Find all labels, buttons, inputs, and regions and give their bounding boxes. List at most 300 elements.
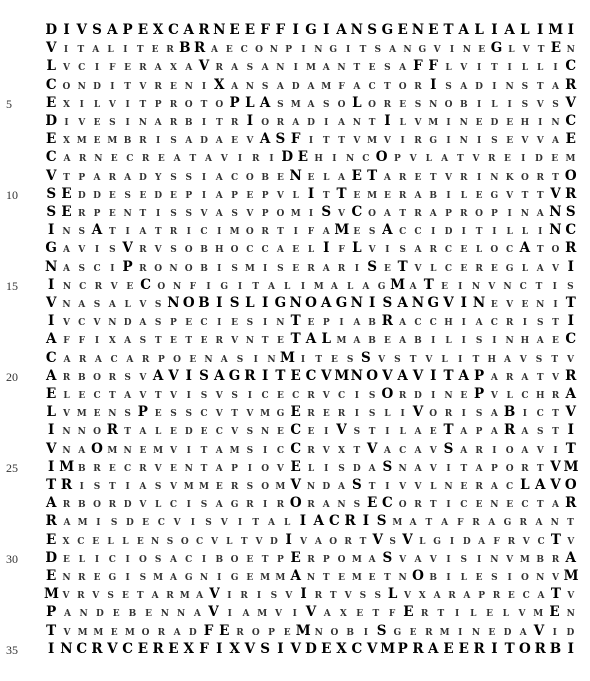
- grid-letter: I: [256, 591, 262, 602]
- grid-letter: V: [246, 209, 254, 219]
- grid-letter: T: [290, 331, 301, 348]
- grid-letter: O: [255, 45, 263, 56]
- grid-letter: R: [77, 591, 85, 602]
- grid-letter: A: [205, 154, 213, 165]
- grid-letter: B: [429, 573, 438, 583]
- grid-letter: S: [376, 622, 387, 639]
- grid-letter: S: [109, 245, 116, 256]
- grid-letter: I: [125, 554, 130, 565]
- grid-letter: A: [414, 245, 422, 256]
- grid-letter: R: [139, 263, 147, 274]
- grid-letter: E: [460, 245, 468, 256]
- grid-letter: D: [154, 190, 163, 201]
- grid-letter: M: [76, 136, 87, 147]
- grid-letter: A: [321, 295, 332, 311]
- grid-letter: E: [414, 172, 422, 183]
- grid-letter: C: [490, 318, 498, 329]
- grid-letter: S: [139, 573, 147, 583]
- grid-letter: I: [285, 531, 292, 548]
- grid-letter: A: [460, 81, 468, 92]
- grid-letter: C: [368, 81, 376, 92]
- grid-letter: H: [520, 118, 530, 128]
- grid-letter: I: [125, 573, 130, 583]
- grid-letter: R: [414, 81, 422, 92]
- grid-letter: C: [351, 204, 363, 220]
- grid-letter: I: [63, 22, 70, 38]
- grid-letter: C: [200, 227, 208, 238]
- grid-letter: D: [184, 427, 193, 438]
- grid-letter: T: [429, 500, 437, 511]
- grid-letter: B: [77, 500, 86, 511]
- grid-letter: I: [307, 185, 315, 202]
- grid-letter: R: [505, 372, 514, 383]
- grid-letter: A: [490, 409, 498, 420]
- grid-letter: A: [551, 136, 559, 147]
- grid-letter: L: [155, 427, 162, 438]
- grid-letter: E: [283, 627, 291, 638]
- grid-letter: T: [384, 81, 391, 92]
- grid-letter: A: [231, 63, 239, 74]
- grid-letter: T: [108, 391, 116, 401]
- grid-letter: S: [382, 458, 393, 475]
- grid-letter: X: [214, 76, 225, 93]
- grid-letter: V: [231, 336, 239, 347]
- grid-row: [44, 58, 578, 76]
- grid-letter: N: [503, 281, 512, 292]
- grid-letter: A: [231, 81, 239, 92]
- grid-letter: E: [290, 458, 301, 475]
- grid-row: [44, 259, 578, 277]
- grid-letter: N: [337, 63, 346, 74]
- grid-letter: C: [240, 45, 248, 56]
- grid-row: [44, 386, 578, 404]
- grid-letter: V: [536, 99, 544, 110]
- grid-letter: T: [552, 318, 559, 329]
- grid-letter: S: [382, 549, 393, 566]
- grid-letter: D: [123, 500, 132, 511]
- grid-letter: E: [63, 554, 70, 565]
- grid-letter: V: [353, 136, 361, 147]
- grid-letter: M: [275, 482, 286, 492]
- grid-letter: R: [565, 495, 577, 512]
- grid-row: [44, 550, 578, 568]
- grid-letter: V: [399, 482, 407, 492]
- grid-letter: I: [553, 63, 558, 74]
- grid-letter: C: [414, 318, 422, 329]
- grid-letter: R: [139, 136, 147, 147]
- grid-letter: R: [488, 154, 496, 165]
- grid-letter: R: [521, 463, 529, 474]
- grid-letter: P: [122, 22, 133, 38]
- grid-letter: V: [383, 136, 391, 147]
- grid-letter: E: [61, 204, 72, 220]
- grid-letter: E: [397, 22, 408, 38]
- grid-letter: S: [351, 477, 362, 493]
- grid-letter: V: [208, 604, 219, 621]
- grid-letter: R: [534, 640, 546, 657]
- grid-letter: M: [563, 568, 579, 584]
- grid-letter: O: [184, 99, 193, 110]
- grid-letter: C: [140, 276, 151, 293]
- grid-letter: T: [397, 258, 408, 275]
- grid-letter: R: [215, 63, 224, 74]
- grid-letter: G: [220, 281, 229, 292]
- grid-letter: C: [290, 440, 302, 457]
- grid-row: [44, 513, 578, 531]
- line-number: 25: [6, 460, 18, 475]
- grid-letter: T: [353, 63, 361, 74]
- grid-letter: E: [292, 245, 300, 256]
- grid-letter: F: [457, 518, 464, 529]
- grid-letter: N: [459, 118, 468, 128]
- grid-letter: I: [94, 63, 100, 74]
- grid-letter: D: [352, 463, 361, 474]
- grid-letter: A: [397, 295, 408, 311]
- grid-letter: V: [139, 372, 147, 383]
- grid-letter: T: [261, 336, 269, 347]
- grid-row: [44, 77, 578, 95]
- grid-letter: V: [139, 391, 147, 401]
- grid-letter: N: [429, 99, 438, 110]
- grid-letter: T: [384, 573, 391, 583]
- grid-letter: I: [263, 445, 268, 456]
- grid-letter: S: [185, 172, 192, 183]
- grid-letter: A: [478, 536, 486, 547]
- grid-letter: S: [389, 536, 396, 547]
- grid-letter: I: [216, 640, 223, 657]
- grid-letter: V: [231, 427, 239, 438]
- grid-letter: E: [276, 172, 284, 183]
- grid-letter: I: [201, 190, 207, 201]
- grid-letter: P: [154, 99, 162, 110]
- grid-letter: L: [387, 586, 398, 603]
- grid-letter: E: [490, 300, 498, 310]
- grid-letter: G: [429, 136, 438, 147]
- grid-letter: A: [196, 591, 204, 602]
- grid-letter: N: [459, 136, 468, 147]
- grid-letter: E: [409, 627, 417, 638]
- grid-letter: S: [205, 518, 212, 529]
- grid-letter: G: [184, 573, 193, 583]
- grid-letter: M: [548, 22, 564, 38]
- grid-letter: N: [150, 536, 160, 547]
- grid-letter: I: [48, 422, 55, 439]
- grid-letter: L: [460, 190, 467, 201]
- grid-letter: V: [246, 409, 254, 420]
- grid-letter: I: [263, 500, 268, 511]
- grid-letter: V: [521, 136, 529, 147]
- grid-letter: T: [108, 227, 116, 238]
- grid-letter: R: [236, 627, 244, 638]
- grid-letter: V: [154, 463, 162, 474]
- grid-letter: O: [444, 99, 453, 110]
- grid-letter: R: [507, 536, 516, 547]
- grid-letter: E: [46, 386, 57, 402]
- line-number: 10: [6, 187, 18, 202]
- grid-letter: N: [314, 627, 323, 638]
- grid-letter: S: [394, 354, 401, 365]
- grid-letter: S: [491, 136, 498, 147]
- grid-letter: A: [139, 482, 147, 492]
- grid-letter: V: [63, 627, 71, 638]
- grid-letter: O: [475, 209, 483, 219]
- grid-letter: B: [215, 554, 224, 565]
- grid-letter: T: [550, 586, 561, 603]
- grid-letter: L: [226, 536, 233, 547]
- grid-letter: A: [409, 518, 417, 529]
- grid-letter: D: [503, 627, 512, 638]
- grid-letter: M: [76, 409, 87, 420]
- grid-letter: E: [246, 573, 254, 583]
- grid-letter: M: [77, 627, 88, 638]
- grid-letter: E: [383, 190, 391, 201]
- grid-letter: R: [414, 209, 422, 219]
- grid-letter: O: [551, 245, 560, 256]
- grid-letter: A: [62, 245, 70, 256]
- grid-row: [44, 222, 578, 240]
- grid-letter: V: [255, 536, 263, 547]
- grid-letter: I: [324, 463, 329, 474]
- grid-letter: M: [244, 263, 255, 274]
- grid-letter: A: [108, 300, 116, 310]
- grid-letter: A: [399, 336, 407, 347]
- grid-letter: E: [338, 573, 345, 583]
- grid-letter: I: [354, 263, 359, 274]
- grid-letter: N: [490, 172, 499, 183]
- grid-letter: S: [154, 300, 162, 310]
- grid-letter: A: [551, 500, 559, 511]
- grid-letter: D: [322, 482, 331, 492]
- grid-letter: V: [429, 463, 437, 474]
- grid-letter: N: [289, 295, 302, 311]
- grid-letter: E: [486, 609, 493, 620]
- grid-letter: X: [183, 640, 194, 657]
- grid-letter: E: [189, 354, 197, 365]
- grid-letter: I: [460, 295, 467, 311]
- grid-letter: T: [46, 622, 57, 639]
- grid-letter: V: [76, 22, 87, 38]
- grid-letter: S: [78, 227, 85, 238]
- grid-letter: I: [507, 63, 512, 74]
- grid-letter: N: [444, 391, 453, 401]
- grid-letter: T: [136, 45, 144, 56]
- grid-letter: E: [307, 172, 315, 183]
- grid-letter: C: [169, 500, 178, 511]
- grid-letter: X: [108, 336, 116, 347]
- grid-letter: I: [492, 445, 497, 456]
- grid-letter: S: [321, 204, 332, 220]
- grid-row: [44, 568, 578, 586]
- grid-letter: C: [506, 245, 514, 256]
- grid-letter: N: [269, 45, 278, 56]
- grid-letter: M: [44, 586, 59, 603]
- grid-letter: E: [506, 500, 514, 511]
- grid-letter: V: [403, 591, 411, 602]
- grid-letter: N: [551, 118, 560, 128]
- grid-letter: X: [62, 99, 70, 110]
- grid-letter: A: [45, 367, 57, 384]
- grid-letter: E: [46, 568, 57, 584]
- grid-letter: R: [141, 154, 150, 165]
- grid-letter: E: [46, 131, 57, 148]
- grid-letter: N: [536, 300, 545, 310]
- grid-letter: A: [259, 94, 271, 111]
- grid-letter: C: [230, 172, 239, 183]
- grid-row: [44, 113, 578, 131]
- grid-letter: E: [61, 185, 72, 202]
- grid-letter: M: [260, 573, 271, 583]
- grid-letter: S: [110, 518, 118, 529]
- grid-letter: T: [368, 482, 376, 492]
- grid-letter: V: [550, 477, 561, 493]
- grid-letter: I: [368, 295, 376, 311]
- grid-letter: N: [60, 640, 73, 657]
- grid-letter: S: [199, 367, 209, 384]
- grid-letter: G: [418, 45, 427, 56]
- grid-letter: G: [305, 22, 317, 38]
- grid-letter: N: [536, 573, 545, 583]
- grid-letter: S: [475, 336, 483, 347]
- grid-letter: O: [375, 149, 388, 166]
- grid-letter: V: [139, 300, 147, 310]
- grid-letter: E: [215, 482, 223, 492]
- grid-letter: S: [124, 190, 131, 201]
- grid-letter: O: [337, 99, 346, 110]
- grid-letter: O: [184, 263, 193, 274]
- grid-letter: A: [139, 427, 147, 438]
- grid-letter: A: [433, 591, 441, 602]
- grid-letter: E: [307, 427, 315, 438]
- grid-letter: S: [46, 204, 57, 220]
- grid-letter: E: [124, 63, 132, 74]
- grid-letter: O: [261, 463, 270, 474]
- grid-letter: I: [446, 118, 451, 128]
- grid-letter: A: [63, 518, 71, 529]
- grid-letter: E: [276, 427, 284, 438]
- grid-letter: D: [281, 149, 294, 166]
- grid-letter: I: [354, 391, 359, 401]
- grid-letter: V: [551, 263, 559, 274]
- grid-letter: V: [220, 154, 228, 165]
- grid-letter: A: [323, 609, 331, 620]
- grid-letter: E: [368, 573, 376, 583]
- grid-letter: S: [246, 318, 254, 329]
- grid-letter: A: [183, 22, 194, 38]
- grid-letter: V: [173, 518, 181, 529]
- grid-letter: E: [139, 190, 147, 201]
- grid-letter: D: [307, 118, 315, 128]
- grid-letter: R: [78, 154, 87, 165]
- grid-letter: O: [520, 573, 529, 583]
- grid-letter: I: [491, 640, 498, 657]
- grid-letter: E: [353, 190, 361, 201]
- grid-row: [44, 422, 578, 440]
- grid-letter: A: [215, 463, 223, 474]
- grid-letter: F: [260, 22, 270, 38]
- grid-letter: V: [460, 63, 468, 74]
- grid-letter: N: [471, 627, 481, 638]
- grid-letter: B: [536, 554, 544, 565]
- grid-letter: A: [173, 154, 181, 165]
- grid-letter: A: [45, 331, 57, 348]
- grid-letter: V: [550, 185, 561, 202]
- grid-letter: R: [536, 172, 544, 183]
- grid-letter: A: [242, 609, 250, 620]
- grid-letter: N: [204, 354, 213, 365]
- grid-letter: G: [381, 22, 394, 38]
- grid-letter: O: [93, 500, 101, 511]
- grid-row: [44, 604, 578, 622]
- grid-letter: C: [93, 391, 101, 401]
- grid-letter: S: [277, 263, 284, 274]
- grid-letter: V: [244, 640, 256, 657]
- grid-letter: A: [307, 99, 315, 110]
- grid-letter: I: [507, 573, 512, 583]
- grid-letter: S: [323, 99, 330, 110]
- grid-letter: N: [490, 500, 499, 511]
- grid-letter: S: [535, 354, 543, 365]
- grid-letter: L: [352, 240, 362, 257]
- grid-letter: I: [492, 81, 497, 92]
- grid-letter: A: [414, 554, 422, 565]
- grid-letter: A: [169, 573, 177, 583]
- grid-letter: M: [321, 81, 332, 92]
- grid-letter: A: [353, 336, 361, 347]
- grid-letter: A: [551, 81, 559, 92]
- grid-letter: N: [505, 336, 514, 347]
- grid-letter: L: [78, 554, 85, 565]
- grid-letter: V: [62, 591, 70, 602]
- grid-letter: F: [199, 640, 209, 657]
- grid-letter: I: [567, 422, 574, 439]
- grid-letter: I: [125, 482, 130, 492]
- grid-letter: P: [322, 318, 330, 329]
- grid-letter: C: [246, 245, 254, 256]
- grid-letter: M: [59, 458, 75, 475]
- grid-letter: I: [300, 281, 306, 292]
- grid-letter: N: [77, 81, 86, 92]
- grid-letter: R: [505, 318, 514, 329]
- grid-letter: I: [430, 367, 437, 384]
- grid-letter: R: [166, 45, 174, 56]
- grid-letter: B: [200, 263, 208, 274]
- grid-letter: C: [122, 640, 133, 657]
- grid-letter: I: [537, 22, 544, 38]
- grid-letter: I: [237, 518, 243, 529]
- grid-letter: L: [419, 536, 426, 547]
- grid-letter: L: [520, 22, 530, 38]
- grid-letter: S: [231, 209, 238, 219]
- grid-letter: N: [167, 295, 180, 311]
- grid-letter: I: [538, 118, 543, 128]
- grid-letter: E: [93, 136, 101, 147]
- grid-letter: S: [246, 482, 254, 492]
- grid-letter: M: [390, 276, 406, 293]
- grid-letter: C: [126, 154, 134, 165]
- grid-letter: R: [198, 22, 210, 38]
- grid-letter: A: [519, 627, 527, 638]
- grid-letter: A: [521, 427, 529, 438]
- grid-letter: T: [565, 440, 576, 457]
- grid-letter: E: [92, 536, 100, 547]
- grid-letter: R: [276, 500, 285, 511]
- grid-letter: B: [77, 372, 86, 383]
- grid-letter: A: [305, 331, 317, 348]
- grid-letter: E: [475, 573, 483, 583]
- grid-letter: I: [237, 281, 243, 292]
- grid-letter: L: [107, 536, 114, 547]
- grid-letter: C: [185, 554, 193, 565]
